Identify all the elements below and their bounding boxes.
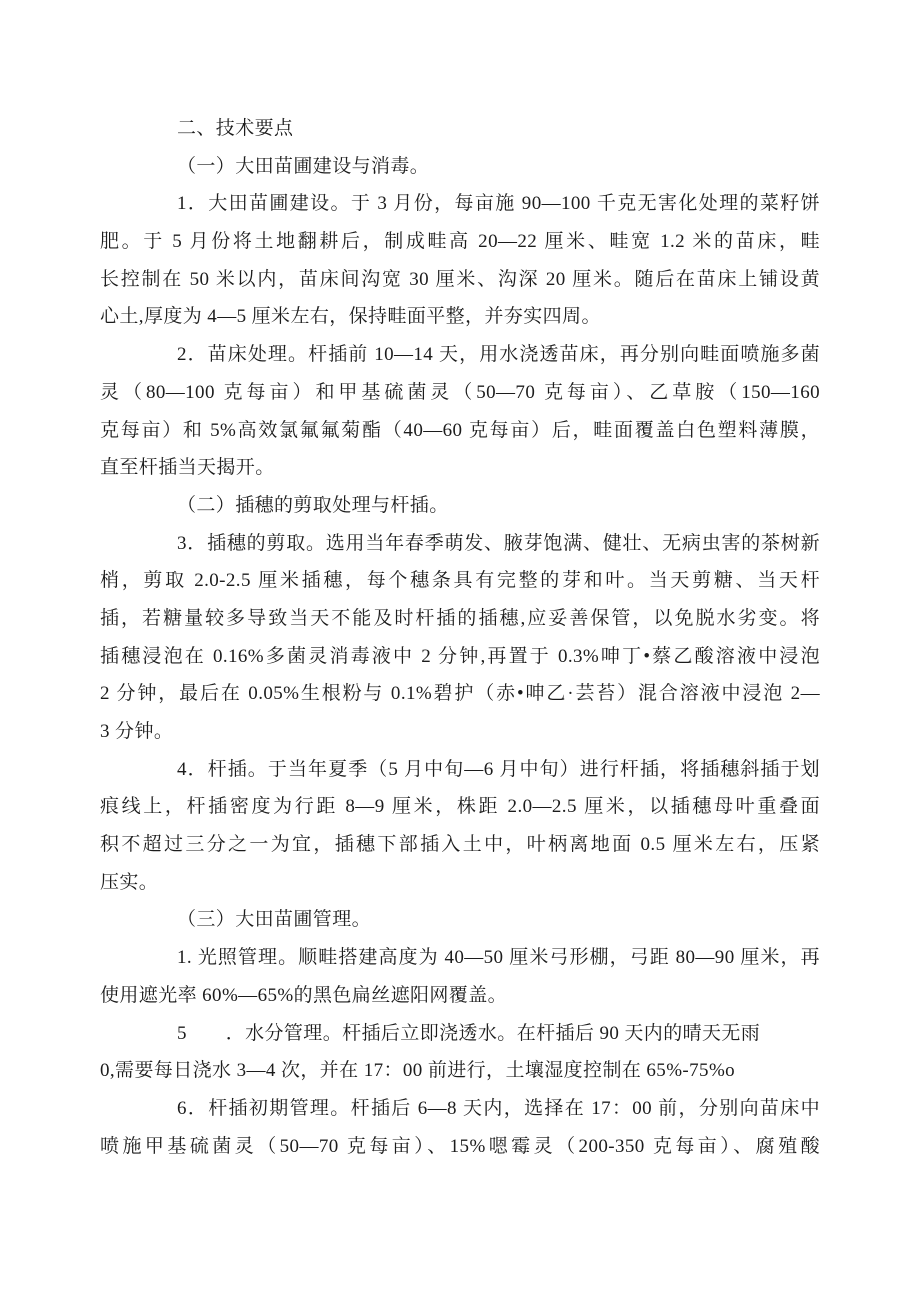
text-line: 使用遮光率 60%—65%的黑色扁丝遮阳网覆盖。 [100,984,508,1006]
section-heading [100,110,820,148]
text-line: （一）大田苗圃建设与消毒。 [177,155,430,177]
text-line: 4．杆插。于当年夏季（5 月中旬—6 月中旬）进行杆插，将插穗斜插于划 [177,758,820,780]
text-line: （三）大田苗圃管理。 [177,909,372,931]
text-line: 2．苗床处理。杆插前 10—14 天，用水浇透苗床，再分别向畦面喷施多菌 [177,344,820,366]
text-line: 灵（80—100 克每亩）和甲基硫菌灵（50—70 克每亩）、乙草胺（150—160 [100,381,820,403]
text-line: 心土,厚度为 4—5 厘米左右，保持畦面平整，并夯实四周。 [100,306,601,328]
text-line: 梢，剪取 2.0-2.5 厘米插穗，每个穗条具有完整的芽和叶。当天剪糖、当天杆 [100,570,820,592]
body-paragraph [100,939,820,1014]
text-line: 6．杆插初期管理。杆插后 6—8 天内，选择在 17：00 前，分别向苗床中 [177,1097,820,1119]
text-line: 插穗浸泡在 0.16%多菌灵消毒液中 2 分钟,再置于 0.3%呻丁•蔡乙酸溶液中浸泡 [100,645,820,667]
subsection-heading [100,148,820,186]
text-line: 喷施甲基硫菌灵（50—70 克每亩）、15%嗯霉灵（200-350 克每亩）、腐殖酸 [100,1135,820,1157]
text-line: 积不超过三分之一为宜，插穗下部插入土中，叶柄离地面 0.5 厘米左右，压紧 [100,834,820,856]
text-line: 插，若糖量较多导致当天不能及时杆插的插穗,应妥善保管，以免脱水劣变。将 [100,607,820,629]
body-paragraph [100,525,820,751]
text-line: 长控制在 50 米以内，苗床间沟宽 30 厘米、沟深 20 厘米。随后在苗床上铺设黄 [100,268,820,290]
text-line: （二）插穗的剪取处理与杆插。 [177,494,449,516]
text-line: 3．插穗的剪取。选用当年春季萌发、腋芽饱满、健壮、无病虫害的茶树新 [177,532,820,554]
text-line: 痕线上，杆插密度为行距 8—9 厘米，株距 2.0—2.5 厘米，以插穗母叶重叠面 [100,796,820,818]
text-line: 3 分钟。 [100,721,174,742]
text-line: 克每亩）和 5%高效氯氟氟菊酯（40—60 克每亩）后，畦面覆盖白色塑料薄膜， [100,419,820,441]
body-paragraph [100,185,820,336]
text-line: 二、技术要点 [177,118,294,139]
text-line: 1．大田苗圃建设。于 3 月份，每亩施 90—100 千克无害化处理的菜籽饼 [177,193,820,215]
subsection-heading [100,901,820,939]
document-body [100,110,820,1165]
body-paragraph [100,751,820,902]
text-line: 直至杆插当天揭开。 [100,457,275,479]
text-line: 0,需要每日浇水 3—4 次，并在 17：00 前进行，土壤湿度控制在 65%-75%o [100,1060,736,1082]
text-line: 压实。 [100,871,159,893]
body-paragraph [100,336,820,487]
text-line: 2 分钟，最后在 0.05%生根粉与 0.1%碧护（赤•呻乙·芸苔）混合溶液中浸泡 2— [100,683,820,705]
subsection-heading [100,487,820,525]
text-line: 肥。于 5 月份将土地翻耕后，制成畦高 20—22 厘米、畦宽 1.2 米的苗床，畦 [100,231,820,253]
text-line: 1. 光照管理。顺畦搭建高度为 40—50 厘米弓形棚，弓距 80—90 厘米，再 [177,947,820,969]
body-paragraph [100,1015,820,1090]
text-line: 5 ．水分管理。杆插后立即浇透水。在杆插后 90 天内的晴天无雨 [177,1022,761,1044]
body-paragraph [100,1090,820,1165]
